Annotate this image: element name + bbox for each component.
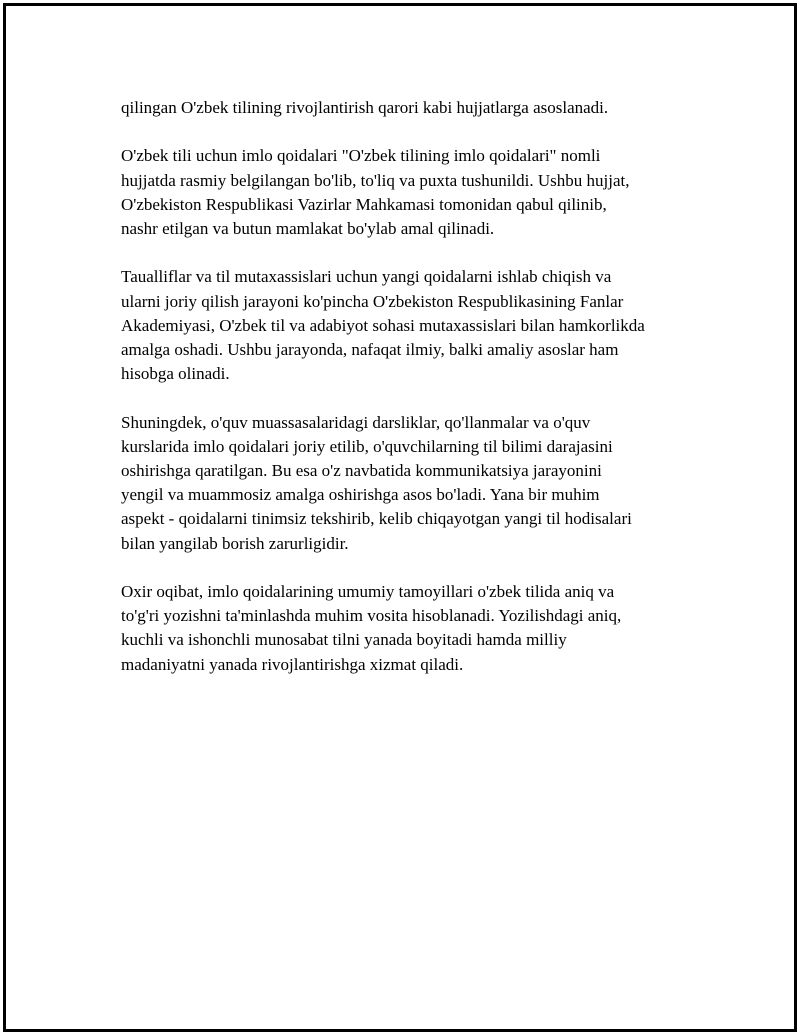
- text-line: O'zbekiston Respublikasi Vazirlar Mahkamasi tomonidan qabul qilinib,: [121, 194, 607, 214]
- text-line: to'g'ri yozishni ta'minlashda muhim vosita hisoblanadi. Yozilishdagi aniq,: [121, 606, 622, 626]
- text-line: madaniyatni yanada rivojlantirishga xizmat qiladi.: [121, 654, 464, 674]
- paragraph-2: [121, 144, 711, 241]
- text-line: kuchli va ishonchli munosabat tilni yanada boyitadi hamda milliy: [121, 630, 567, 650]
- text-line: Akademiyasi, O'zbek til va adabiyot sohasi mutaxassislari bilan hamkorlikda: [121, 315, 645, 335]
- text-line: bilan yangilab borish zarurligidir.: [121, 533, 349, 553]
- text-line: hisobga olinadi.: [121, 364, 230, 384]
- text-line: yengil va muammosiz amalga oshirishga asos bo'ladi. Yana bir muhim: [121, 485, 600, 505]
- text-line: aspekt - qoidalarni tinimsiz tekshirib, kelib chiqayotgan yangi til hodisalari: [121, 509, 632, 529]
- text-line: kurslarida imlo qoidalari joriy etilib, o'quvchilarning til bilimi darajasini: [121, 436, 613, 456]
- text-line: qilingan O'zbek tilining rivojlantirish qarori kabi hujjatlarga asoslanadi.: [121, 98, 609, 117]
- text-line: oshirishga qaratilgan. Bu esa o'z navbatida kommunikatsiya jarayonini: [121, 461, 602, 480]
- text-line: amalga oshadi. Ushbu jarayonda, nafaqat ilmiy, balki amaliy asoslar ham: [121, 340, 619, 359]
- paragraph-1: [121, 96, 711, 120]
- document-page: [3, 3, 797, 1032]
- paragraph-4: [121, 411, 711, 556]
- text-line: ularni joriy qilish jarayoni ko'pincha O'zbekiston Respublikasining Fanlar: [121, 291, 624, 311]
- text-line: hujjatda rasmiy belgilangan bo'lib, to'liq va puxta tushunildi. Ushbu hujjat,: [121, 170, 630, 190]
- text-line: Oxir oqibat, imlo qoidalarining umumiy tamoyillari o'zbek tilida aniq va: [121, 582, 615, 601]
- text-line: Shuningdek, o'quv muassasalaridagi darsliklar, qo'llanmalar va o'quv: [121, 412, 591, 432]
- paragraph-3: [121, 265, 711, 386]
- paragraph-5: [121, 580, 711, 677]
- document-body: [121, 96, 711, 701]
- text-line: nashr etilgan va butun mamlakat bo'ylab amal qilinadi.: [121, 219, 495, 238]
- text-line: O'zbek tili uchun imlo qoidalari "O'zbek tilining imlo qoidalari" nomli: [121, 146, 601, 166]
- text-line: Taualliflar va til mutaxassislari uchun yangi qoidalarni ishlab chiqish va: [121, 267, 612, 287]
